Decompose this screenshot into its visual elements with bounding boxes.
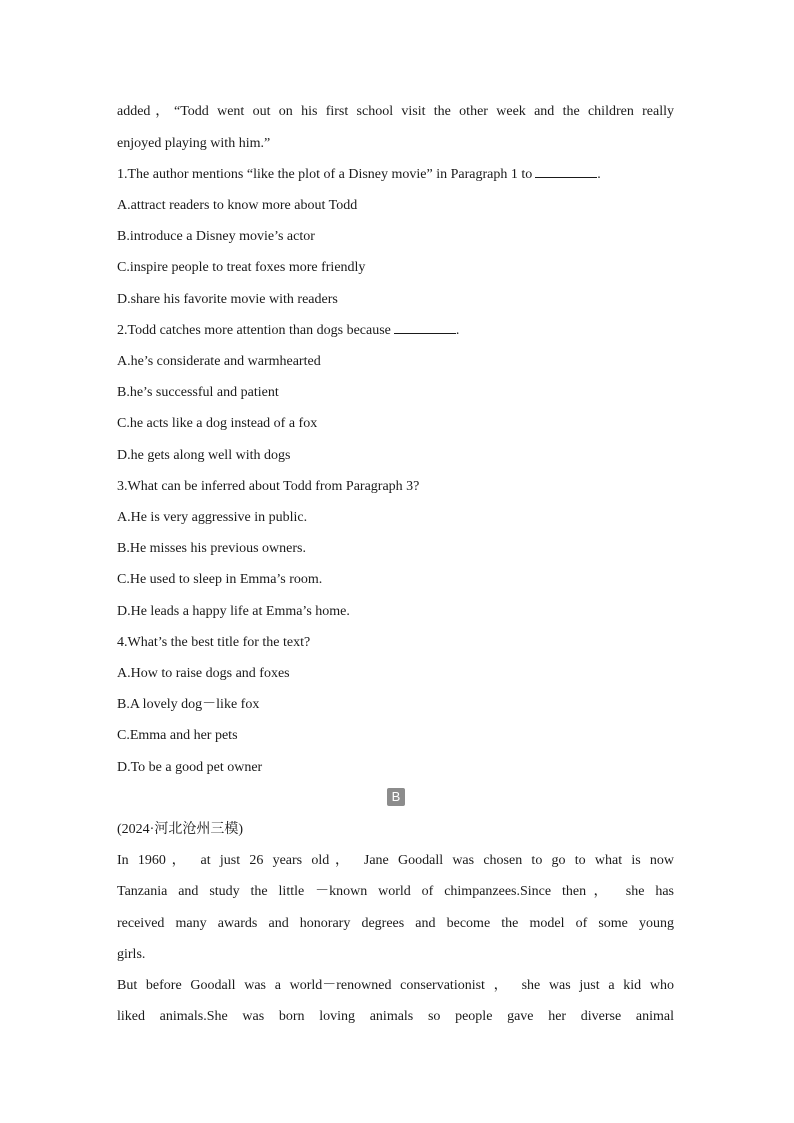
passage-a-line: enjoyed playing with him.”	[117, 136, 271, 151]
section-b-paragraph-2-line: liked animals.She was born loving animals so people gave her diverse animal	[117, 1009, 674, 1024]
question-3-option-c: C.He used to sleep in Emma’s room.	[117, 572, 323, 587]
question-3-option-a: A.He is very aggressive in public.	[117, 510, 308, 525]
question-4-stem: 4.What’s the best title for the text?	[117, 635, 311, 650]
question-1-option-d: D.share his favorite movie with readers	[117, 292, 338, 307]
question-2-option-a: A.he’s considerate and warmhearted	[117, 354, 321, 369]
question-2-stem: 2.Todd catches more attention than dogs because .	[117, 323, 460, 338]
question-3-stem: 3.What can be inferred about Todd from Paragraph 3?	[117, 479, 420, 494]
question-2-option-c: C.he acts like a dog instead of a fox	[117, 416, 318, 431]
answer-blank	[535, 165, 597, 178]
question-3-option-b: B.He misses his previous owners.	[117, 541, 306, 556]
question-1-option-c: C.inspire people to treat foxes more friendly	[117, 260, 366, 275]
question-2-option-b: B.he’s successful and patient	[117, 385, 279, 400]
passage-a-line: added，“Todd went out on his first school visit the other week and the children really	[117, 104, 674, 119]
question-2-option-d: D.he gets along well with dogs	[117, 448, 291, 463]
section-b-badge: B	[387, 788, 405, 806]
section-b-paragraph-2-line: But before Goodall was a world－renowned conservationist ， she was just a kid who	[117, 978, 674, 993]
question-stem-text: 2.Todd catches more attention than dogs because	[117, 323, 391, 338]
section-b-paragraph-1-line: Tanzania and study the little －known world of chimpanzees.Since then， she has	[117, 884, 674, 899]
question-1-stem: 1.The author mentions “like the plot of a Disney movie” in Paragraph 1 to .	[117, 167, 601, 182]
question-4-option-b: B.A lovely dog－like fox	[117, 697, 260, 712]
question-4-option-a: A.How to raise dogs and foxes	[117, 666, 290, 681]
question-3-option-d: D.He leads a happy life at Emma’s home.	[117, 604, 350, 619]
section-b-paragraph-1-line: received many awards and honorary degrees and become the model of some young	[117, 916, 674, 931]
section-b-paragraph-1-line: In 1960， at just 26 years old， Jane Goodall was chosen to go to what is now	[117, 853, 674, 868]
question-stem-text: 1.The author mentions “like the plot of a Disney movie” in Paragraph 1 to	[117, 167, 533, 182]
question-4-option-d: D.To be a good pet owner	[117, 760, 263, 775]
section-b-source: (2024·河北沧州三模)	[117, 822, 243, 837]
question-1-option-b: B.introduce a Disney movie’s actor	[117, 229, 315, 244]
question-1-option-a: A.attract readers to know more about Todd	[117, 198, 358, 213]
section-b-paragraph-1-line: girls.	[117, 947, 146, 962]
answer-blank	[394, 321, 456, 334]
question-4-option-c: C.Emma and her pets	[117, 728, 238, 743]
